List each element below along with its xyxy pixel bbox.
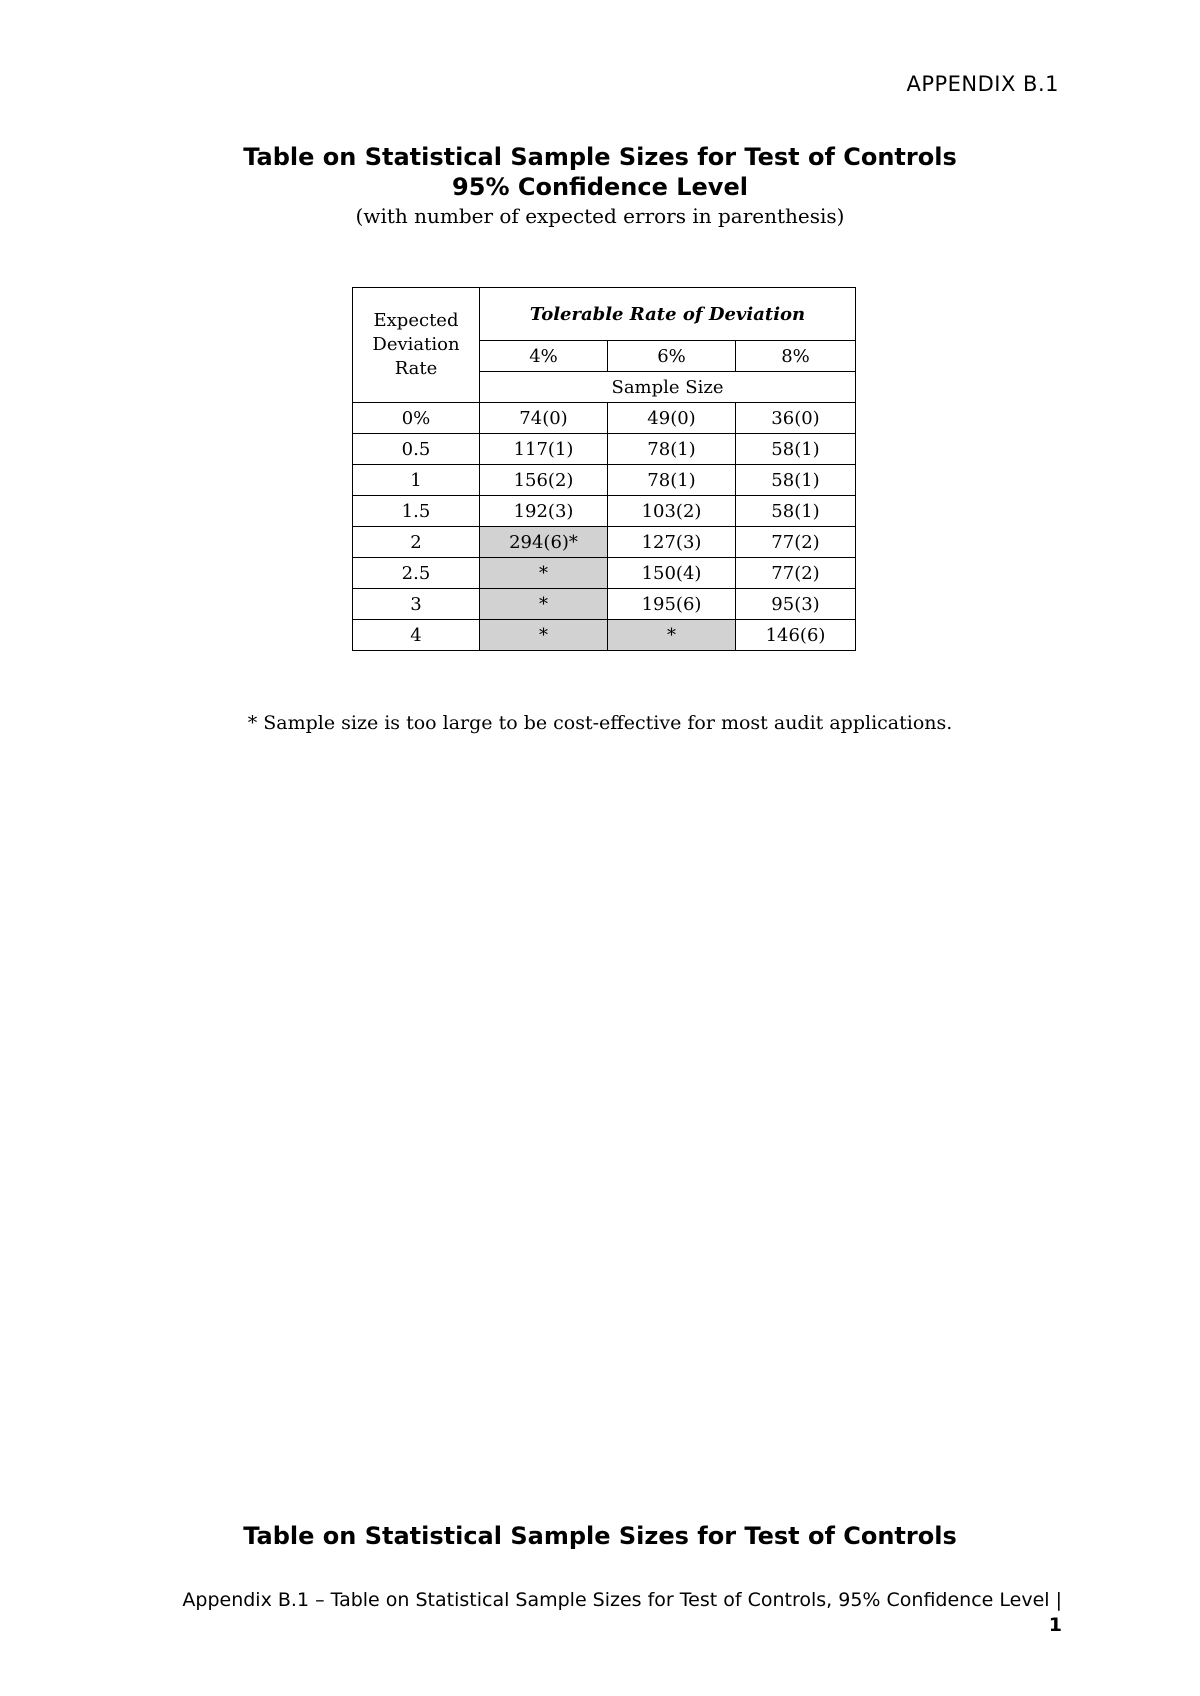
sample-size-cell: * [480,589,608,620]
sample-size-cell: 77(2) [736,558,856,589]
table-row [353,496,856,527]
table-row [353,465,856,496]
sample-size-cell: 117(1) [480,434,608,465]
table-row [353,558,856,589]
sample-size-cell: * [608,620,736,651]
page-subtitle: 95% Confidence Level [452,173,748,201]
table-row [353,620,856,651]
deviation-rate-cell: 2.5 [353,558,480,589]
sample-size-cell: 95(3) [736,589,856,620]
sample-size-cell: 58(1) [736,434,856,465]
rate-column-8: 8% [736,341,856,372]
sample-size-cell: 78(1) [608,434,736,465]
tolerable-rate-header: Tolerable Rate of Deviation [480,288,856,341]
sample-size-cell: 150(4) [608,558,736,589]
footnote: * Sample size is too large to be cost-effective for most audit applications. [247,712,953,734]
sample-size-cell: 58(1) [736,465,856,496]
sample-size-cell: 156(2) [480,465,608,496]
sample-size-cell: 146(6) [736,620,856,651]
sample-size-table [352,287,856,651]
deviation-rate-cell: 1.5 [353,496,480,527]
deviation-rate-cell: 3 [353,589,480,620]
table-row [353,527,856,558]
deviation-rate-cell: 2 [353,527,480,558]
sample-size-cell: 103(2) [608,496,736,527]
table-header-row [353,288,856,341]
appendix-label: APPENDIX B.1 [906,72,1059,96]
page-number: 1 [1048,1614,1062,1636]
table-row [353,434,856,465]
expected-deviation-header: Expected Deviation Rate [353,288,480,403]
deviation-rate-cell: 4 [353,620,480,651]
sample-size-cell: 49(0) [608,403,736,434]
sample-size-cell: 58(1) [736,496,856,527]
sample-size-cell: * [480,558,608,589]
table-row [353,589,856,620]
sample-size-cell: 74(0) [480,403,608,434]
sample-size-cell: 127(3) [608,527,736,558]
sample-size-cell: 192(3) [480,496,608,527]
footer-text: Appendix B.1 – Table on Statistical Sample Sizes for Test of Controls, 95% Confidence Level | [182,1589,1062,1611]
page-title: Table on Statistical Sample Sizes for Test of Controls [243,143,957,171]
sample-size-cell: 36(0) [736,403,856,434]
sample-size-cell: 294(6)* [480,527,608,558]
sample-size-cell: 195(6) [608,589,736,620]
title-block [0,142,1200,230]
sample-size-label: Sample Size [480,372,856,403]
sample-size-cell: 78(1) [608,465,736,496]
deviation-rate-cell: 0% [353,403,480,434]
sample-size-cell: * [480,620,608,651]
bottom-title: Table on Statistical Sample Sizes for Test of Controls [243,1522,957,1550]
deviation-rate-cell: 0.5 [353,434,480,465]
rate-column-4: 4% [480,341,608,372]
table-row [353,403,856,434]
rate-column-6: 6% [608,341,736,372]
sample-size-cell: 77(2) [736,527,856,558]
deviation-rate-cell: 1 [353,465,480,496]
title-note: (with number of expected errors in parenthesis) [355,204,845,228]
